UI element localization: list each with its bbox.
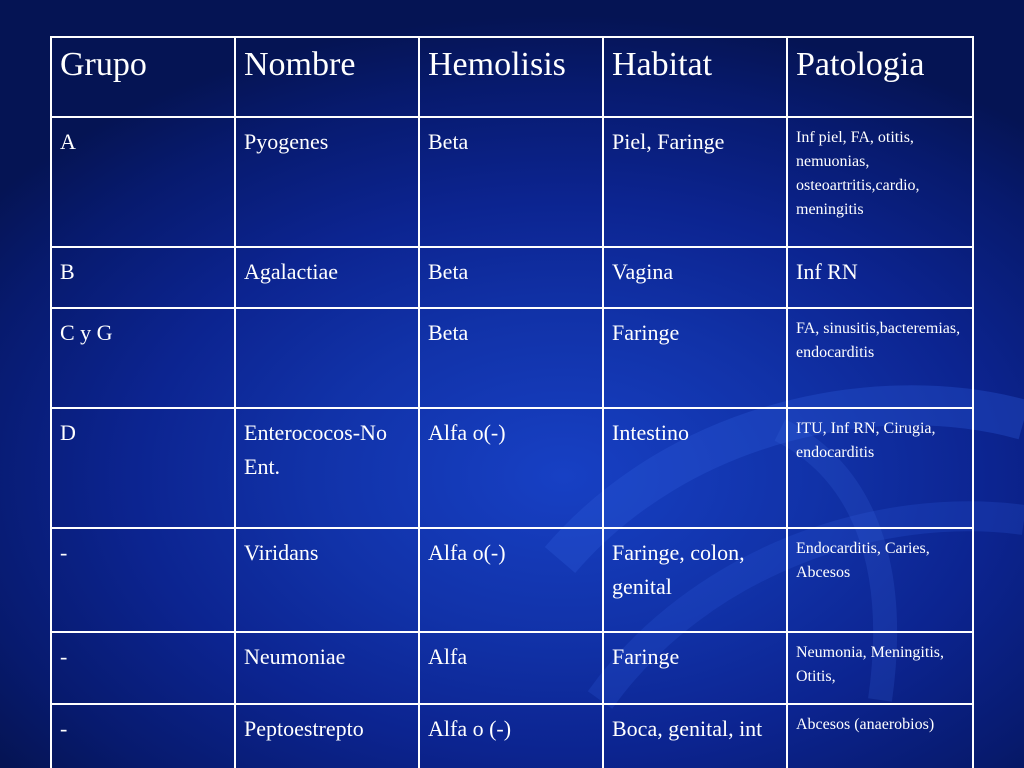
cell-hemolisis: Alfa o(-)	[419, 408, 603, 528]
cell-hemolisis: Beta	[419, 247, 603, 308]
cell-nombre: Viridans	[235, 528, 419, 632]
cell-grupo: B	[51, 247, 235, 308]
cell-nombre: Peptoestrepto	[235, 704, 419, 768]
cell-patologia: Inf RN	[787, 247, 973, 308]
table-header-row	[51, 37, 973, 117]
cell-habitat: Faringe, colon, genital	[603, 528, 787, 632]
cell-patologia: Neumonia, Meningitis, Otitis,	[787, 632, 973, 704]
cell-patologia: ITU, Inf RN, Cirugia, endocarditis	[787, 408, 973, 528]
table-row	[51, 704, 973, 768]
cell-grupo: -	[51, 632, 235, 704]
cell-hemolisis: Alfa	[419, 632, 603, 704]
cell-nombre: Neumoniae	[235, 632, 419, 704]
cell-grupo: D	[51, 408, 235, 528]
cell-nombre: Enterococos-No Ent.	[235, 408, 419, 528]
cell-hemolisis: Beta	[419, 308, 603, 408]
cell-patologia: Inf piel, FA, otitis, nemuonias, osteoartritis,cardio, meningitis	[787, 117, 973, 247]
header-habitat: Habitat	[603, 37, 787, 117]
header-nombre: Nombre	[235, 37, 419, 117]
cell-hemolisis: Alfa o(-)	[419, 528, 603, 632]
cell-patologia: Abcesos (anaerobios)	[787, 704, 973, 768]
cell-grupo: C y G	[51, 308, 235, 408]
cell-hemolisis: Alfa o (-)	[419, 704, 603, 768]
cell-habitat: Faringe	[603, 308, 787, 408]
cell-habitat: Intestino	[603, 408, 787, 528]
table-row	[51, 308, 973, 408]
cell-hemolisis: Beta	[419, 117, 603, 247]
cell-grupo: -	[51, 704, 235, 768]
cell-habitat: Faringe	[603, 632, 787, 704]
cell-nombre: Pyogenes	[235, 117, 419, 247]
table-row	[51, 117, 973, 247]
cell-habitat: Vagina	[603, 247, 787, 308]
cell-nombre: Agalactiae	[235, 247, 419, 308]
cell-patologia: FA, sinusitis,bacteremias, endocarditis	[787, 308, 973, 408]
cell-nombre	[235, 308, 419, 408]
header-patologia: Patologia	[787, 37, 973, 117]
header-grupo: Grupo	[51, 37, 235, 117]
cell-grupo: -	[51, 528, 235, 632]
cell-grupo: A	[51, 117, 235, 247]
header-hemolisis: Hemolisis	[419, 37, 603, 117]
cell-habitat: Boca, genital, int	[603, 704, 787, 768]
cell-habitat: Piel, Faringe	[603, 117, 787, 247]
cell-patologia: Endocarditis, Caries, Abcesos	[787, 528, 973, 632]
streptococcus-table	[50, 36, 974, 768]
table-row	[51, 247, 973, 308]
table-row	[51, 528, 973, 632]
table-row	[51, 408, 973, 528]
table-row	[51, 632, 973, 704]
